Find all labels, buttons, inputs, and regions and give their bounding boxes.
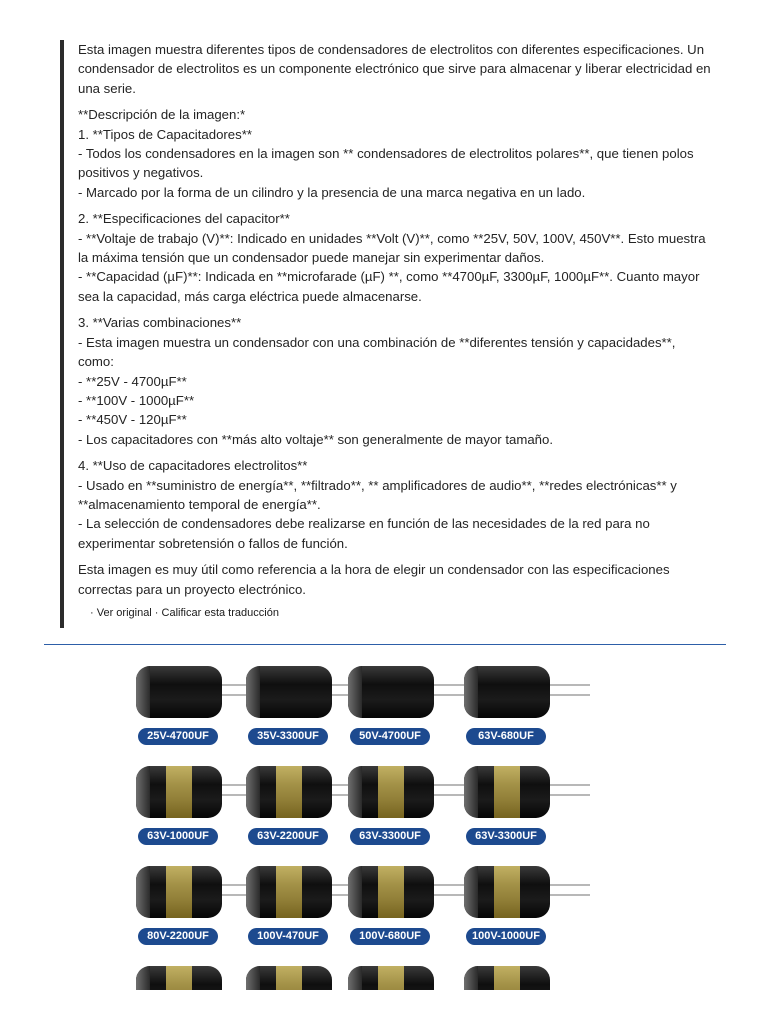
intro-paragraph <box>78 40 714 98</box>
capacitor-lead <box>550 684 590 686</box>
post-line: - Marcado por la forma de un cilindro y la presencia de una marca negativa en un lado. <box>78 184 586 200</box>
capacitor-label: 63V-3300UF <box>350 828 430 845</box>
capacitor-stripe <box>276 966 302 990</box>
post-line: 3. **Varias combinaciones** <box>78 315 242 331</box>
capacitor-body <box>348 766 434 818</box>
capacitor-image <box>132 660 612 990</box>
capacitor-label: 100V-470UF <box>248 928 328 945</box>
description-section <box>78 105 714 202</box>
capacitor-body <box>136 966 222 990</box>
capacitor-top <box>246 666 260 718</box>
capacitor-label: 100V-680UF <box>350 928 430 945</box>
capacitor-item <box>460 660 570 750</box>
capacitor-item <box>460 760 570 850</box>
rate-translation-link[interactable]: Calificar esta traducción <box>161 606 279 619</box>
capacitor-top <box>246 966 260 990</box>
capacitor-stripe <box>494 766 520 818</box>
capacitor-lead <box>550 884 590 886</box>
post-line: 1. **Tipos de Capacitadores** <box>78 126 252 142</box>
capacitor-body <box>136 866 222 918</box>
view-original-link[interactable]: · Ver original · <box>90 606 159 619</box>
capacitor-item <box>242 860 352 950</box>
capacitor-item <box>132 860 242 950</box>
capacitor-body <box>246 666 332 718</box>
capacitor-label: 63V-680UF <box>466 728 546 745</box>
capacitor-top <box>464 866 478 918</box>
post-line: 4. **Uso de capacitadores electrolitos** <box>78 458 308 474</box>
capacitor-top <box>464 666 478 718</box>
capacitor-stripe <box>378 866 404 918</box>
capacitor-body <box>246 766 332 818</box>
capacitor-stripe <box>494 966 520 990</box>
capacitor-stripe <box>378 966 404 990</box>
capacitor-label: 63V-1000UF <box>138 828 218 845</box>
outro-paragraph <box>78 560 714 599</box>
capacitor-label: 25V-4700UF <box>138 728 218 745</box>
capacitor-item-cropped <box>242 960 352 990</box>
capacitor-stripe <box>276 766 302 818</box>
translated-post <box>60 40 724 628</box>
capacitor-body <box>246 866 332 918</box>
capacitor-item <box>344 860 454 950</box>
capacitor-top <box>246 866 260 918</box>
capacitor-item <box>132 760 242 850</box>
capacitor-top <box>348 766 362 818</box>
post-line: - Los capacitadores con **más alto voltaje** son generalmente de mayor tamaño. <box>78 431 554 447</box>
capacitor-body <box>464 966 550 990</box>
capacitor-label: 100V-1000UF <box>466 928 546 945</box>
capacitor-top <box>348 866 362 918</box>
post-line: - **450V - 120µF** <box>78 412 187 428</box>
capacitor-item <box>460 860 570 950</box>
capacitor-item <box>242 760 352 850</box>
capacitor-top <box>136 766 150 818</box>
capacitor-lead <box>550 784 590 786</box>
usage-section <box>78 456 714 553</box>
post-line: - Usado en **suministro de energía**, **filtrado**, ** amplificadores de audio**, **redes electrónicas** y **almacenamiento temporal de energía**. <box>78 477 677 512</box>
capacitor-stripe <box>166 766 192 818</box>
capacitor-body <box>348 966 434 990</box>
capacitor-top <box>348 966 362 990</box>
capacitor-label: 63V-3300UF <box>466 828 546 845</box>
capacitor-label: 63V-2200UF <box>248 828 328 845</box>
capacitor-lead <box>550 894 590 896</box>
post-line: - La selección de condensadores debe realizarse en función de las necesidades de la red para no experimentar sobretensión o fallos de función. <box>78 516 650 551</box>
post-line: - Todos los condensadores en la imagen son ** condensadores de electrolitos polares**, que tienen polos positivos y negativos. <box>78 146 694 181</box>
capacitor-item <box>344 660 454 750</box>
capacitor-item-cropped <box>344 960 454 990</box>
capacitor-lead <box>550 694 590 696</box>
capacitor-body <box>136 666 222 718</box>
capacitor-body <box>464 866 550 918</box>
post-line: Esta imagen muestra diferentes tipos de condensadores de electrolitos con diferentes especificaciones. Un condensador de electrolitos es un componente electrónico que sirve para almacenar y liberar electricidad en una serie. <box>78 42 711 96</box>
capacitor-stripe <box>166 866 192 918</box>
capacitor-top <box>246 766 260 818</box>
capacitor-item <box>242 660 352 750</box>
capacitor-body <box>348 866 434 918</box>
post-line: - **25V - 4700µF** <box>78 373 187 389</box>
post-line: - **Voltaje de trabajo (V)**: Indicado en unidades **Volt (V)**, como **25V, 50V, 100V, 450V**. Esto muestra la máxima tensión que un condensador puede manejar sin experimentar daños. <box>78 230 706 266</box>
specifications-section <box>78 209 714 306</box>
capacitor-top <box>348 666 362 718</box>
capacitor-top <box>136 866 150 918</box>
post-line: **Descripción de la imagen:* <box>78 107 246 123</box>
capacitor-top <box>464 966 478 990</box>
capacitor-stripe <box>494 866 520 918</box>
post-line: - Esta imagen muestra un condensador con una combinación de **diferentes tensión y capacidades**, como: <box>78 334 676 370</box>
post-line: - **Capacidad (µF)**: Indicada en **microfarade (µF) **, como **4700µF, 3300µF, 1000µF**. Cuanto mayor sea la capacidad, más carga eléctrica puede almacenarse. <box>78 269 700 304</box>
translation-footer <box>78 607 714 619</box>
post-line: 2. **Especificaciones del capacitor** <box>78 211 290 227</box>
capacitor-stripe <box>378 766 404 818</box>
capacitor-item-cropped <box>460 960 570 990</box>
combinations-section <box>78 313 714 449</box>
capacitor-top <box>136 666 150 718</box>
capacitor-body <box>136 766 222 818</box>
capacitor-top <box>464 766 478 818</box>
divider <box>44 644 726 645</box>
capacitor-label: 50V-4700UF <box>350 728 430 745</box>
post-line: - **100V - 1000µF** <box>78 392 195 408</box>
capacitor-item <box>344 760 454 850</box>
capacitor-item-cropped <box>132 960 242 990</box>
capacitor-label: 80V-2200UF <box>138 928 218 945</box>
capacitor-top <box>136 966 150 990</box>
capacitor-body <box>464 666 550 718</box>
capacitor-item <box>132 660 242 750</box>
capacitor-lead <box>550 794 590 796</box>
post-line: Esta imagen es muy útil como referencia a la hora de elegir un condensador con las especificaciones correctas para un proyecto electrónico. <box>78 562 670 597</box>
capacitor-stripe <box>276 866 302 918</box>
capacitor-body <box>464 766 550 818</box>
capacitor-body <box>246 966 332 990</box>
capacitor-body <box>348 666 434 718</box>
capacitor-stripe <box>166 966 192 990</box>
capacitor-label: 35V-3300UF <box>248 728 328 745</box>
